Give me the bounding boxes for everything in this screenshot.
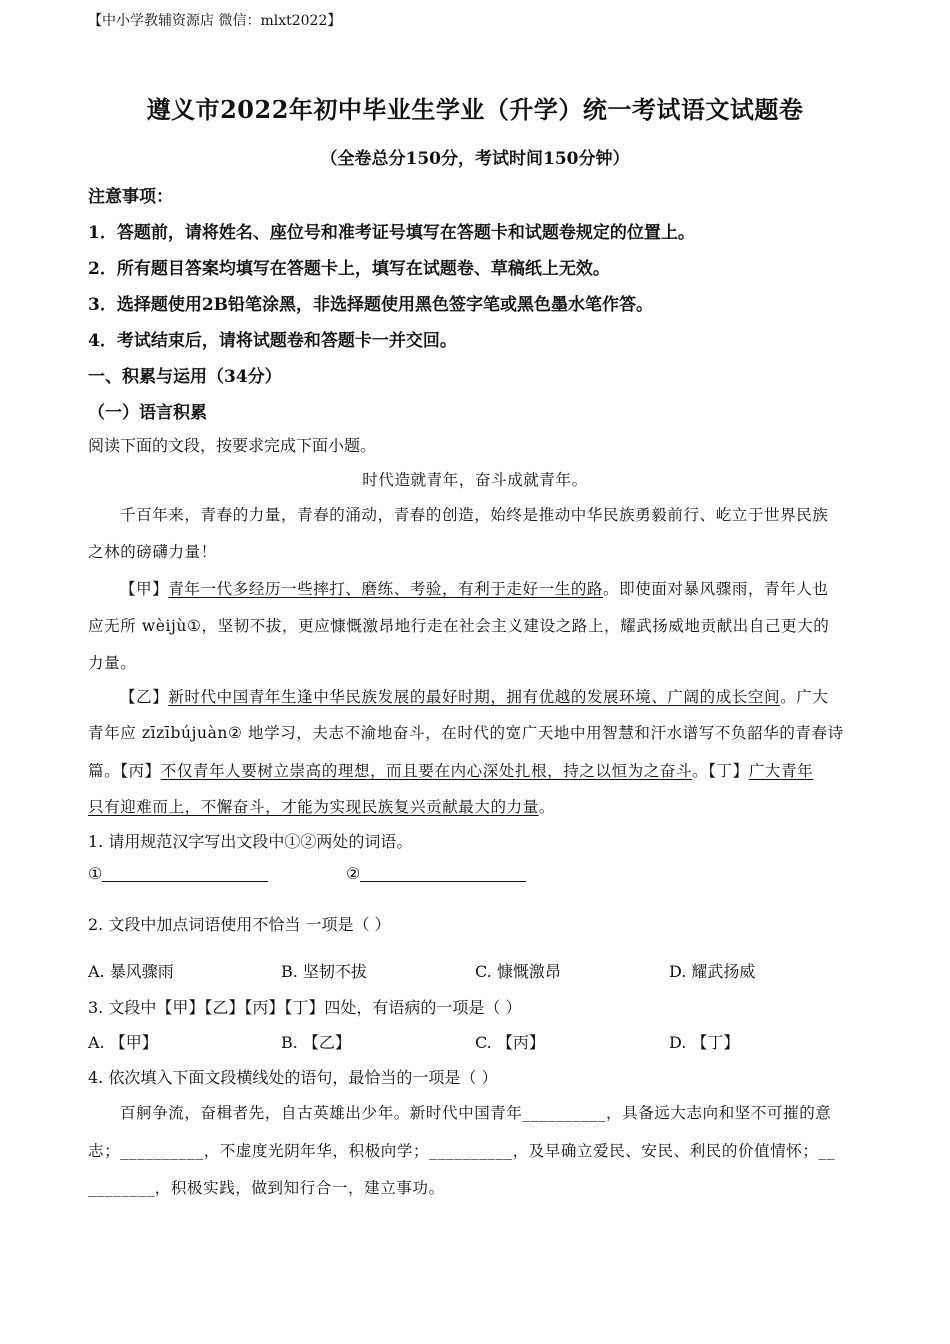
- notice-item-4: 4．考试结束后，请将试题卷和答题卡一并交回。: [88, 331, 457, 351]
- passage-p3-line3-start: 篇。: [88, 762, 121, 780]
- passage-p3-line3: [88, 759, 813, 781]
- subsection-heading: （一）语言积累: [88, 403, 207, 423]
- question-1-stem: 1. 请用规范汉字写出文段中①②两处的词语。: [88, 832, 413, 851]
- question-4-passage-line1: 百舸争流，奋楫者先，自古英雄出少年。新时代中国青年__________，具备远大志向和坚不可摧的意: [120, 1104, 832, 1122]
- notice-item-2: 2．所有题目答案均填写在答题卡上，填写在试题卷、草稿纸上无效。: [88, 259, 610, 279]
- passage-p3-line3-mid: 。: [692, 762, 709, 780]
- answer-mark-2: ②: [346, 864, 361, 883]
- notice-item-3: 3．选择题使用2B铅笔涂黑，非选择题使用黑色签字笔或黑色墨水笔作答。: [88, 295, 654, 315]
- tag-bing: 【丙】: [120, 762, 161, 780]
- question-1-answer-1[interactable]: [88, 864, 268, 883]
- passage-p2-line3: 力量。: [88, 654, 137, 672]
- question-4-passage-line2: 志；__________，不虚度光阴年华，积极向学；__________，及早确立爱民、安民、利民的价值情怀；__: [88, 1142, 836, 1160]
- passage-p3-line4: [88, 795, 555, 817]
- question-2-option-c[interactable]: C. 慷慨激昂: [475, 962, 561, 981]
- question-2-option-d[interactable]: D. 耀武扬威: [669, 962, 756, 981]
- passage-p1-line1: 千百年来，青春的力量，青春的涌动，青春的创造，始终是推动中华民族勇毅前行、屹立于世界民族: [120, 506, 829, 524]
- tag-yi: 【乙】: [120, 688, 169, 706]
- passage-p2-line2: 应无所 wèijù①，坚韧不拔，更应慷慨激昂地行走在社会主义建设之路上，耀武扬威地贡献出自己更大的: [88, 617, 830, 635]
- sentence-yi: 新时代中国青年生逢中华民族发展的最好时期，拥有优越的发展环境、广阔的成长空间: [168, 688, 781, 706]
- question-3-option-b[interactable]: B. 【乙】: [281, 1033, 351, 1052]
- tag-jia: 【甲】: [120, 580, 169, 598]
- tag-ding: 【丁】: [708, 762, 749, 780]
- passage-p2-line1-rest: 。即使面对暴风骤雨，青年人也: [603, 580, 829, 598]
- question-4-passage-line3: ________，积极实践，做到知行合一，建立事功。: [88, 1179, 445, 1197]
- notice-item-1: 1．答题前，请将姓名、座位号和准考证号填写在答题卡和试题卷规定的位置上。: [88, 223, 695, 243]
- question-2-option-a[interactable]: A. 暴风骤雨: [88, 962, 174, 981]
- passage-p3-line1: [120, 685, 828, 707]
- exam-title: 遵义市2022年初中毕业生学业（升学）统一考试语文试题卷: [146, 95, 804, 124]
- passage-title: 时代造就青年，奋斗成就青年。: [362, 471, 588, 489]
- sentence-ding-part2: 只有迎难而上，不懈奋斗，才能为实现民族复兴贡献最大的力量: [88, 798, 539, 816]
- exam-subtitle: （全卷总分150分，考试时间150分钟）: [320, 149, 630, 169]
- question-2-option-b[interactable]: B. 坚韧不拔: [281, 962, 367, 981]
- answer-blank-1[interactable]: [102, 865, 268, 882]
- section-heading: 一、积累与运用（34分）: [88, 367, 282, 387]
- question-3-option-a[interactable]: A. 【甲】: [88, 1033, 158, 1052]
- passage-p2-line1: [120, 577, 828, 599]
- notice-heading: 注意事项：: [88, 187, 173, 207]
- sentence-ding-part1: 广大青年: [748, 762, 814, 780]
- reading-instruction: 阅读下面的文段，按要求完成下面小题。: [88, 436, 377, 455]
- question-1-answer-2[interactable]: [346, 864, 526, 883]
- passage-p3-line2: 青年应 zīzībújuàn② 地学习，夫志不渝地奋斗，在时代的宽广天地中用智慧和汗水谱写不负韶华的青春诗: [88, 724, 844, 742]
- question-2-stem: 2. 文段中加点词语使用不恰当 一项是（ ）: [88, 915, 391, 934]
- question-3-option-c[interactable]: C. 【丙】: [475, 1033, 545, 1052]
- answer-mark-1: ①: [88, 864, 103, 883]
- passage-p3-line1-rest: 。广大: [780, 688, 829, 706]
- passage-p3-line4-end: 。: [538, 798, 555, 816]
- sentence-bing: 不仅青年人要树立崇高的理想，而且要在内心深处扎根，持之以恒为之奋斗: [160, 762, 693, 780]
- question-4-stem: 4. 依次填入下面文段横线处的语句，最恰当的一项是（ ）: [88, 1068, 498, 1087]
- sentence-jia: 青年一代多经历一些摔打、磨练、考验，有利于走好一生的路: [168, 580, 604, 598]
- answer-blank-2[interactable]: [360, 865, 526, 882]
- question-3-option-d[interactable]: D. 【丁】: [669, 1033, 740, 1052]
- question-3-stem: 3. 文段中【甲】【乙】【丙】【丁】四处，有语病的一项是（ ）: [88, 998, 522, 1017]
- page-header: 【中小学教辅资源店 微信：mlxt2022】: [88, 13, 342, 29]
- passage-p1-line2: 之林的磅礴力量！: [88, 543, 217, 561]
